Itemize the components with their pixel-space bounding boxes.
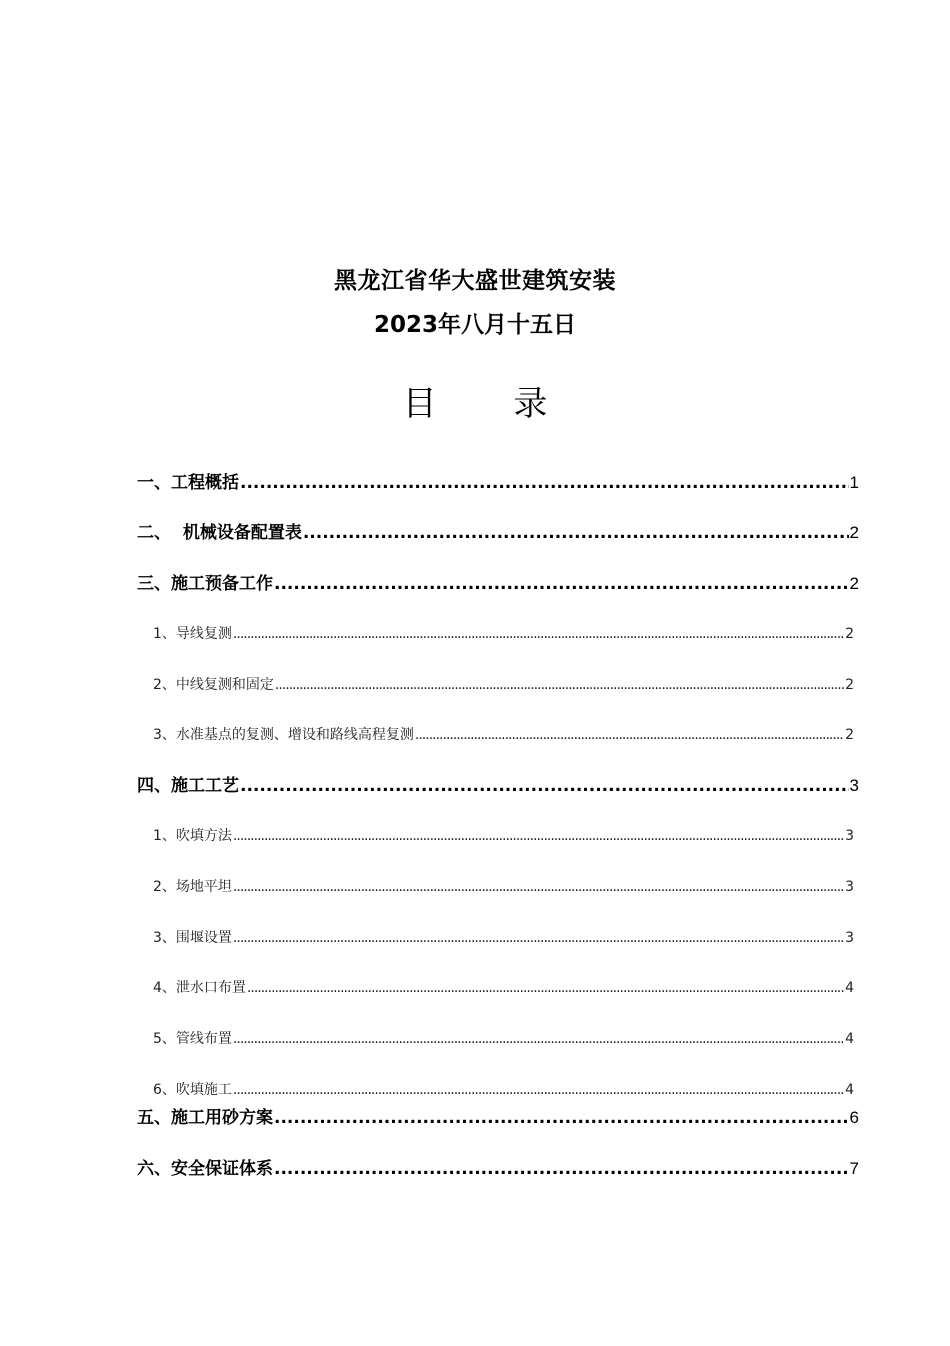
toc-leader-dots	[274, 1108, 849, 1128]
toc-entry[interactable]	[137, 518, 859, 543]
toc-entry-page: 4	[845, 980, 854, 996]
toc-entry-page: 6	[849, 1108, 859, 1127]
toc-entry-label: 二、 机械设备配置表	[137, 523, 302, 543]
toc-subentry[interactable]	[153, 927, 854, 947]
toc-entry-page: 3	[845, 828, 854, 844]
toc-entry-label: 一、工程概括	[137, 473, 239, 493]
toc-subentry[interactable]	[153, 623, 854, 643]
toc-title	[0, 376, 950, 425]
toc-leader-dots	[303, 523, 849, 543]
toc-subentry[interactable]	[153, 1028, 854, 1048]
toc-leader-dots	[233, 626, 844, 642]
toc-leader-dots	[274, 1159, 849, 1179]
toc-entry-page: 1	[849, 473, 859, 492]
toc-entry-page: 2	[849, 574, 859, 593]
toc-entry-page: 4	[845, 1082, 854, 1098]
toc-leader-dots	[233, 879, 844, 895]
toc-subentry[interactable]	[153, 724, 854, 744]
toc-entry-label: 4、泄水口布置	[153, 980, 246, 996]
toc-entry-label: 1、吹填方法	[153, 828, 232, 844]
toc-entry-page: 7	[849, 1159, 859, 1178]
toc-subentry[interactable]	[153, 876, 854, 896]
toc-subentry[interactable]	[153, 977, 854, 997]
toc-leader-dots	[275, 677, 844, 693]
toc-entry-page: 4	[845, 1031, 854, 1047]
toc-leader-dots	[233, 930, 844, 946]
toc-entry-label: 2、场地平坦	[153, 879, 232, 895]
toc-leader-dots	[240, 776, 849, 796]
toc-entry-page: 2	[849, 523, 859, 542]
toc-entry-page: 2	[845, 677, 854, 693]
toc-leader-dots	[415, 727, 844, 743]
toc-entry-page: 2	[845, 626, 854, 642]
toc-title-char: 目	[402, 384, 437, 424]
company-name: 黑龙江省华大盛世建筑安装	[334, 268, 616, 294]
toc-leader-dots	[233, 828, 844, 844]
toc-entry[interactable]	[137, 468, 859, 493]
toc-entry-label: 3、水准基点的复测、增设和路线高程复测	[153, 727, 414, 743]
toc-entry-page: 3	[845, 930, 854, 946]
toc-entry-label: 5、管线布置	[153, 1031, 232, 1047]
toc-leader-dots	[233, 1082, 844, 1098]
toc-entry-label: 1、导线复测	[153, 626, 232, 642]
toc-entry-label: 2、中线复测和固定	[153, 677, 274, 693]
toc-entry[interactable]	[137, 1154, 859, 1179]
toc-subentry[interactable]	[153, 674, 854, 694]
toc-title-char: 录	[513, 384, 548, 424]
toc-entry-label: 三、施工预备工作	[137, 574, 273, 594]
toc-subentry[interactable]	[153, 825, 854, 845]
toc-leader-dots	[240, 473, 849, 493]
toc-subentry[interactable]	[153, 1079, 854, 1099]
toc-leader-dots	[247, 980, 844, 996]
toc-entry-page: 3	[849, 776, 859, 795]
toc-entry-label: 6、吹填施工	[153, 1082, 232, 1098]
toc-leader-dots	[233, 1031, 844, 1047]
toc-entry-label: 四、施工工艺	[137, 776, 239, 796]
toc-entry-label: 3、围堰设置	[153, 930, 232, 946]
toc-entry-page: 3	[845, 879, 854, 895]
toc-entry-label: 六、安全保证体系	[137, 1159, 273, 1179]
toc-entry-page: 2	[845, 727, 854, 743]
toc-entry-label: 五、施工用砂方案	[137, 1108, 273, 1128]
document-date: 2023年八月十五日	[373, 312, 576, 338]
toc-entry[interactable]	[137, 771, 859, 796]
toc-entry[interactable]	[137, 1103, 859, 1128]
toc-entry[interactable]	[137, 569, 859, 594]
toc-leader-dots	[274, 574, 849, 594]
